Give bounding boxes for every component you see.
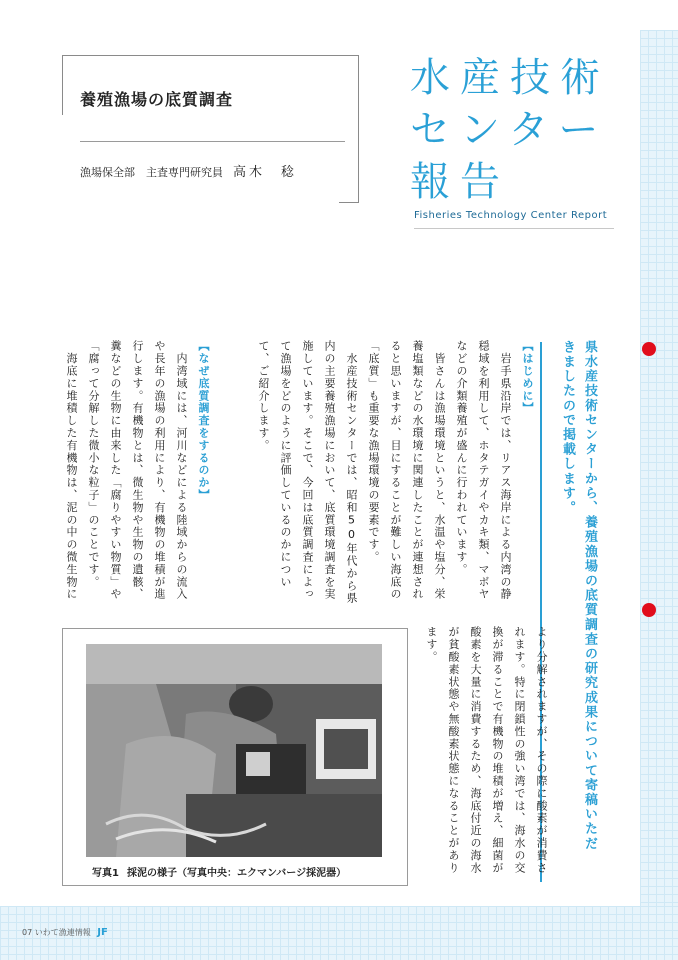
article-title: 養殖漁場の底質調査 [80, 90, 234, 109]
body-why-columns [60, 340, 214, 612]
red-dot-marker [642, 342, 656, 356]
author-affiliation: 漁場保全部 主査専門研究員 [80, 166, 223, 179]
decorative-grid-stripe [640, 30, 678, 960]
frame-line [62, 55, 359, 56]
author-line [80, 161, 297, 180]
frame-line [358, 55, 359, 203]
publication-name: いわて漁連情報 [34, 928, 91, 937]
body-upper-columns [252, 340, 538, 612]
page-footer [22, 927, 108, 938]
section-subtitle: Fisheries Technology Center Report [414, 210, 608, 221]
photo-sampling [86, 644, 382, 857]
frame-line [62, 55, 63, 115]
top-margin [0, 0, 678, 30]
lead-text: 県水産技術センターから、養殖漁場の底質調査の研究成果について寄稿いただきましたので掲載します。 [560, 340, 597, 851]
photo-caption [92, 864, 346, 879]
photo-label: 写真1 [92, 868, 119, 879]
photo-illustration [86, 644, 382, 857]
photo-caption-text: 採泥の様子（写真中央：エクマンバージ採泥器） [126, 868, 347, 879]
body-paragraph: 水産技術センターでは、昭和50年代から県内の主要養殖漁場において、底質環境調査を実施しています。そこで、今回は底質調査によって漁場をどのように評価しているのかについて、ご紹介します。 [257, 340, 358, 605]
title-divider [80, 141, 345, 142]
author-name: 高木 稔 [233, 165, 298, 180]
article-title-box [62, 55, 359, 203]
red-dot-marker [642, 603, 656, 617]
section-heading-line-3: 報告 [410, 159, 510, 205]
subtitle-rule [414, 228, 614, 229]
page-number: 07 [22, 928, 33, 937]
section-heading-line-2: センター [410, 107, 609, 153]
body-paragraph: より分解されますが、その際に酸素が消費されます。特に閉鎖性の強い湾では、海水の交換が滞ることで有機物の堆積が増え、細菌が酸素を大量に消費するため、海底付近の海水が貧酸素状態や無酸素状態になることがあります。 [425, 626, 548, 874]
intro-heading: 【はじめに】 [521, 340, 534, 415]
body-paragraph: 海底に堆積した有機物は、泥の中の微生物に [65, 340, 78, 601]
section-heading [410, 52, 635, 208]
section-heading-line-1: 水産技術 [410, 55, 610, 101]
body-paragraph: 内湾域には、河川などによる陸域からの流入や長年の漁場の利用により、有機物の堆積が進行します。有機物とは、微生物や生物の遺骸、糞などの生物に由来した「腐りやすい物質」や「腐って分解した微小な粒子」のことです。 [87, 340, 188, 601]
body-paragraph: 岩手県沿岸では、リアス海岸による内湾の静穏域を利用して、ホタテガイやカキ類、マボヤなどの介類養殖が盛んに行われています。 [455, 340, 512, 601]
why-heading: 【なぜ底質調査をするのか】 [197, 340, 210, 502]
frame-line [339, 202, 359, 203]
jf-logo: JF [97, 927, 108, 938]
body-paragraph: 皆さんは漁場環境というと、水温や塩分、栄養塩類などの水環境に関連したことが連想されると思いますが、目にすることが難しい海底の「底質」も重要な漁場環境の要素です。 [367, 340, 446, 601]
body-lower-columns [420, 626, 552, 876]
